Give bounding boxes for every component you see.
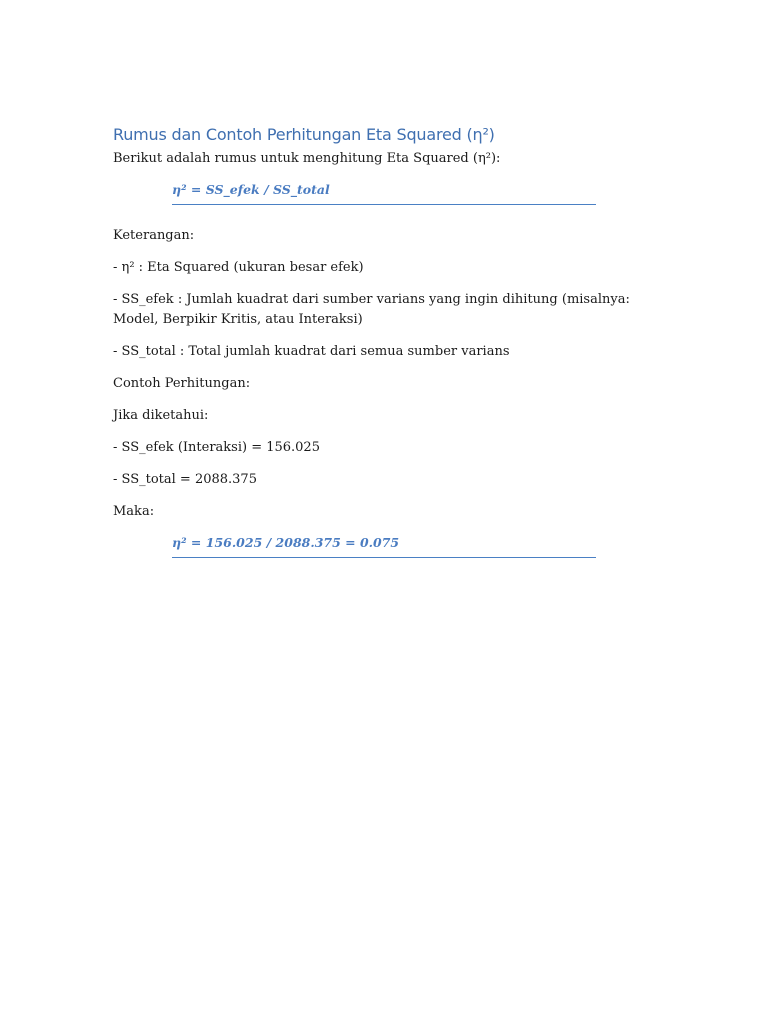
intro-paragraph: Berikut adalah rumus untuk menghitung Eta Squared (η²): <box>113 151 501 166</box>
document-title: Rumus dan Contoh Perhitungan Eta Squared (η²) <box>113 125 495 144</box>
formula-calculation: η² = 156.025 / 2088.375 = 0.075 <box>172 533 596 558</box>
diketahui-item-ss-efek: - SS_efek (Interaksi) = 156.025 <box>113 440 320 455</box>
document-body <box>113 124 633 558</box>
diketahui-label: Jika diketahui: <box>113 408 209 423</box>
keterangan-item-eta: - η² : Eta Squared (ukuran besar efek) <box>113 260 364 275</box>
keterangan-label: Keterangan: <box>113 228 195 243</box>
keterangan-item-ss-efek: - SS_efek : Jumlah kuadrat dari sumber varians yang ingin dihitung (misalnya: Model, Berpikir Kritis, atau Interaksi) <box>113 292 630 327</box>
maka-label: Maka: <box>113 504 155 519</box>
keterangan-item-ss-total: - SS_total : Total jumlah kuadrat dari semua sumber varians <box>113 344 510 359</box>
formula-eta-squared: η² = SS_efek / SS_total <box>172 180 596 205</box>
diketahui-item-ss-total: - SS_total = 2088.375 <box>113 472 257 487</box>
contoh-label: Contoh Perhitungan: <box>113 376 251 391</box>
